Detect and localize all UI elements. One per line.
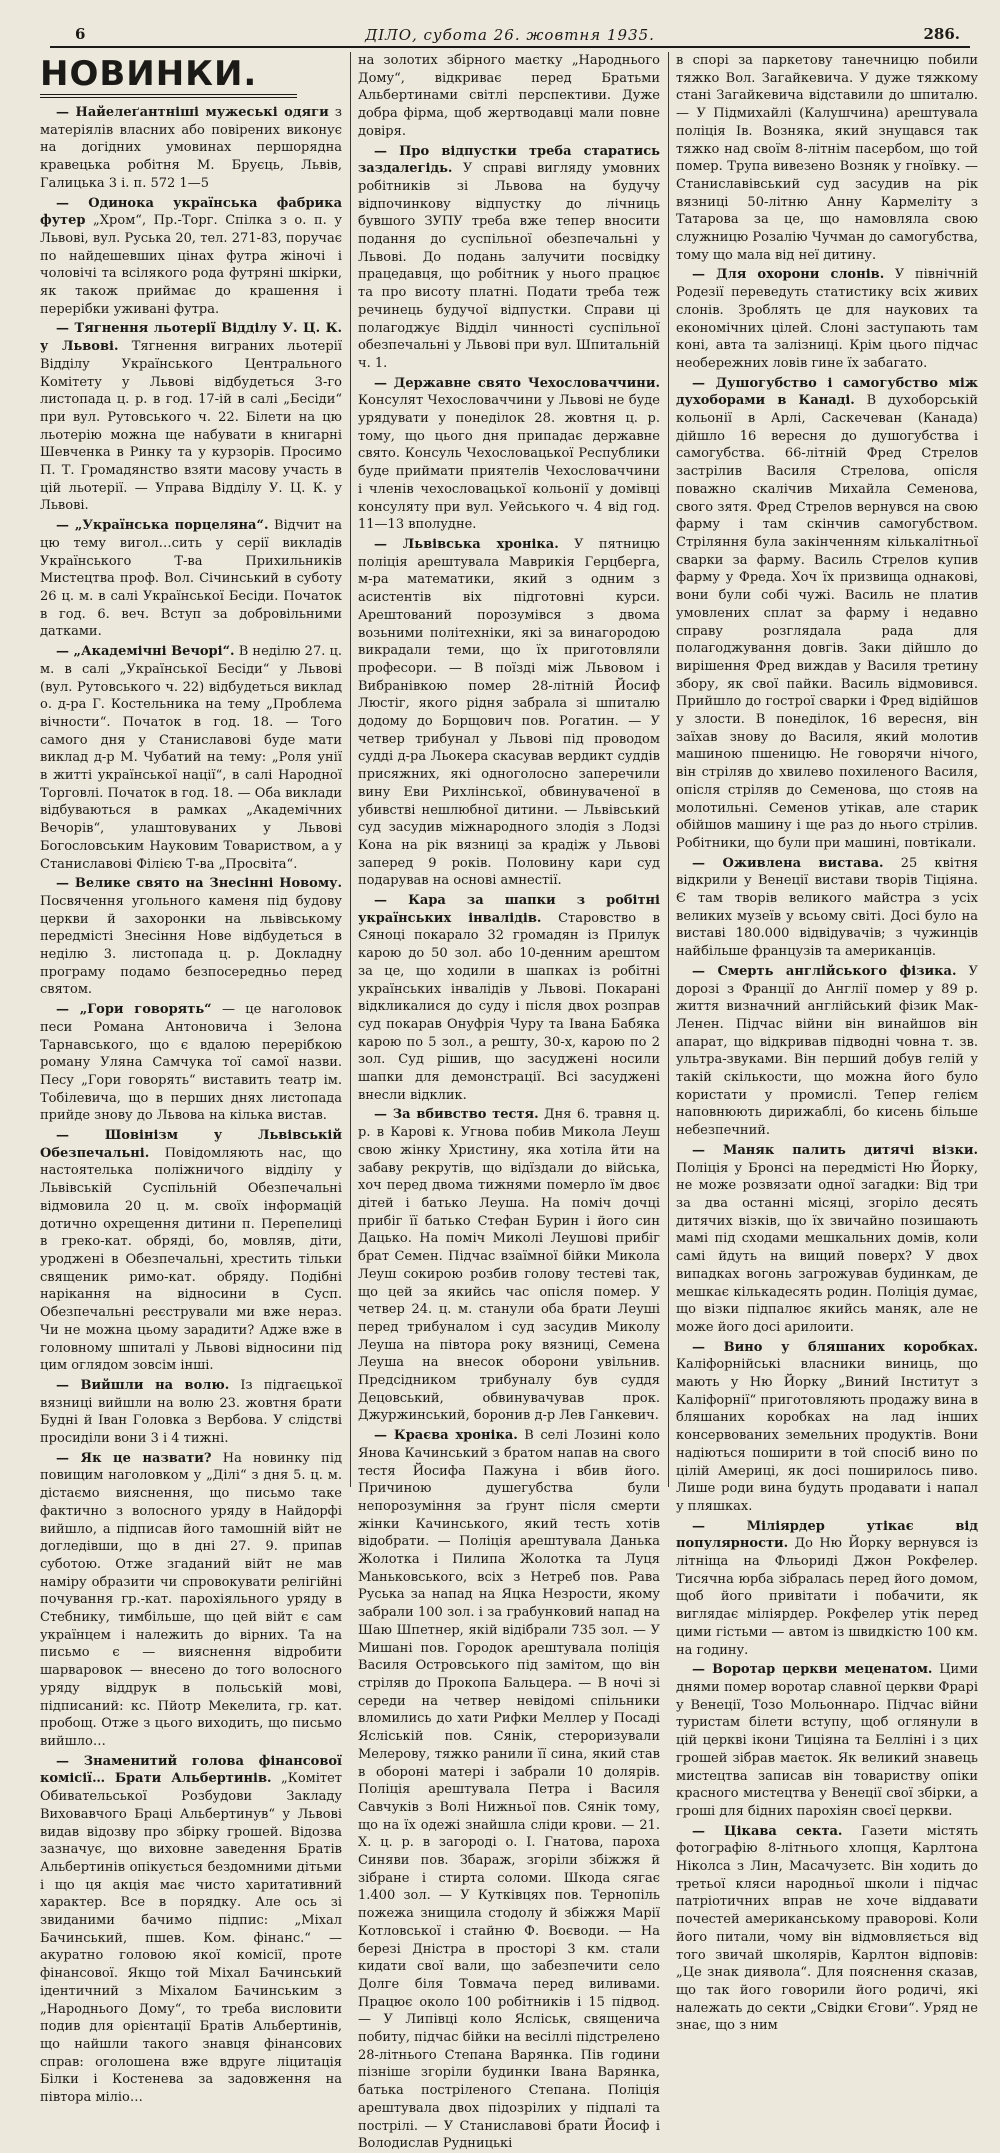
news-headline: — Оживлена вистава. xyxy=(692,855,884,871)
news-text: В селі Лозині коло Янова Качинський з братом напав на свого тестя Йосифа Пажуна і вбив його. Причиною душегубства були непорозуміння за ґрунт після смерти жінки Качинського, який тесть хотів відобрати. — Поліція арештувала Данька Жолотка і Пилипа Жолотка та Луця Маньковського, всіх з Нетреб пов. Рава Руська за напад на Яцка Незрости, якому забрали 100 зол. і за грабунковий напад на Шаю Шпетнер, якій відібрали 735 зол. — У Мишані пов. Городок арештувала поліція Василя Островського під замітом, що він стріляв до Прокопа Бальцера. — В ночі зі середи на четвер невідомі спільники вломились до хати Рифки Меллер у Посаді Ясліській пов. Сянік, стероризували Мелерову, тяжко ранили її сина, який став в обороні матері і забрали 10 долярів. Поліція арештувала Петра і Василя Савчуків з Волі Нижньої пов. Сянік тому, що на їх одежі знайшла сліди крови. — 21. X. ц. р. в загороді о. І. Гнатова, пароха Синяви пов. Збараж, згоріли збіжжя й зібране і стирта соломи. Шкода сягає 1.400 зол. — У Кутківцях пов. Тернопіль пожежа знищила стодолу й збіжжя Марії Котловської і стайню Ф. Воєводи. — На березі Дністра в просторі 3 км. стали кидати свої вали, що забезпечити село Долге біля Товмача перед виливами. Працює около 100 робітників і 15 підвод. — У Липівці коло Ясліськ, священича побиту, підчас бійки на весіллі підстрелено 28-літнього Степана Варянка. Пів години пізніше згоріли будинки Івана Варянка, батька постріленого Степана. Поліція арештувала двох підозрілих у підпалі та пострілі. — У Станиславові брати Йосиф і Володислав Рудницькі xyxy=(358,1428,660,2152)
news-text: Цими днями помер воротар славної церкви Фрарі у Венеції, Тозо Мольоннаро. Підчас війни туристам білети вступу, щоб оглянули в цій церкві ікони Тиціяна та Белліні і з цих грошей зібрав маєток. Як великий знавець мистецтва записав він товариству опіки красного мистецтва у Венеції свої збірки, а гроші для бідних парохіян своєї церкви. xyxy=(676,1662,978,1819)
news-item xyxy=(40,1001,342,1125)
news-headline: — Найелеґантніші мужеські одяги xyxy=(56,105,329,120)
news-item xyxy=(40,1377,342,1448)
news-text: — це наголовок песи Романа Антоновича і Зелона Тарнавського, що є вдалою перерібкою роману Уляна Самчука тої самої назви. Песу „Гори говорять“ виставить театр ім. Тобілевича, що в перших днях листопада прийде знову до Львова на кілька вистав. xyxy=(40,1002,342,1124)
news-text: Повідомляють нас, що настоятелька поліжничого відділу у Львівській Суспільній Обезпечальні відмовила 20 ц. м. своїх інформацій дотично охрещення дитини п. Перепелиці в греко-кат. обряді, бо, мовляв, діти, уроджені в Обезпечальні, хрестить тільки священик римо-кат. обряду. Подібні нарікання на відносини в Сусп. Обезпечальні реєстрували ми вже нераз. Чи не можна цьому зарадити? Адже вже в головному шпиталі у Львові відносини під цим оглядом зовсім інші. xyxy=(40,1145,342,1374)
news-item xyxy=(676,1142,978,1337)
page-number-left: 6 xyxy=(75,25,86,43)
news-headline: — За вбивство тестя. xyxy=(374,1107,539,1123)
news-item xyxy=(40,643,342,873)
news-item xyxy=(358,1106,660,1425)
column-2-body xyxy=(358,52,660,2153)
news-text: Дня 6. травня ц. р. в Карові к. Угнова побив Микола Леуш свою жінку Христину, яка хотіла йти на забаву рекрутів, що відїздали до війська, хоч перед двома тижнями померло їм двоє дітей і батько Леуша. На поміч дочці прибіг її батько Стефан Бурин і його син Дацько. На поміч Миколі Леушові прибіг брат Семен. Підчас взаїмної бійки Микола Леуш сокирою розбив голову тестеві так, що цей за якийсь час опісля помер. У четвер 24. ц. м. станули оба брати Леуші перед трибуналом і суд засудив Миколу Леуша на півтора року вязниці, Семена Леуша на внесок оборони увільнив. Предсідником трибуналу був суддя Децовський, обвинувачував прок. Джуржинський, боронив д-р Лев Ганкевич. xyxy=(358,1107,660,1424)
news-headline: — Велике свято на Знесінні Новому. xyxy=(56,876,342,892)
column-1 xyxy=(40,52,342,2106)
news-text: Із підгаєцької вязниці вийшли на волю 23. жовтня брати Будні й Іван Головка з Вербова. У слідстві просиділи вони 3 і 4 тижні. xyxy=(40,1377,342,1447)
news-headline: — Державне свято Чехословаччини. xyxy=(374,375,660,391)
news-item xyxy=(676,1339,978,1516)
news-headline: — „Гори говорять“ xyxy=(56,1002,212,1018)
news-text: Каліфорнійські власники виниць, що мають у Ню Йорку „Виний Інститут з Каліфорнії“ приготовляють продажу вина в бляшаних коробках на лад інших консервованих земельних продуктів. Вони надіються поширити в той спосіб вино по цілій Америці, як досі поширилось пиво. Лише роди вина будуть продавати і напал у пляшках. xyxy=(676,1357,978,1514)
news-text: Консулят Чехословаччини у Львові не буде урядувати у понеділок 28. жовтня ц. р. тому, що цього дня припадає державне свято. Консуль Чехословацької Республики буде приймати приятелів Чехословаччини і членів чехословацької кольонії у домівці консуляту при вул. Уейського ч. 4 від год. 11—13 вполудне. xyxy=(358,393,660,533)
news-headline: — Для охорони слонів. xyxy=(692,267,885,283)
column-2 xyxy=(358,52,661,2152)
news-item xyxy=(358,536,660,890)
news-headline: — Вино у бляшаних коробках. xyxy=(692,1339,978,1355)
news-item xyxy=(40,1450,342,1751)
news-headline: — Цікава секта. xyxy=(692,1823,843,1839)
page-header xyxy=(50,24,970,48)
news-headline: — Львівська хроніка. xyxy=(374,536,559,552)
news-text: Газети містять фотографію 8-літнього хлопця, Карлтона Ніколса з Лин, Масачузетс. Він ходить до третьої кляси народньої школи і підчас патріотичних вправ не хоче віддавати почестей американському праворові. Коли його питали, чому він відмовляється від того звичай школярів, Карлтон відповів: „Це знак диявола“. Для пояснення сказав, що так його говорили його родичі, які належать до секти „Свідки Єгови“. Уряд не знає, що з ним xyxy=(676,1823,978,2034)
news-item xyxy=(676,266,978,372)
news-text: 25 квітня відкрили у Венеції вистави творів Тіціяна. Є там творів великого майстра з усіх великих музеїв у всьому світі. Досі було на виставі 180.000 відвідувачів; з чужинців найбільше французів та американців. xyxy=(676,855,979,960)
news-item xyxy=(676,1518,978,1660)
news-item xyxy=(676,1661,978,1820)
news-headline: — Маняк палить дитячі візки. xyxy=(692,1142,978,1158)
news-item xyxy=(358,892,660,1104)
section-title: НОВИНКИ. xyxy=(40,54,297,98)
news-headline: — „Українська порцеляна“. xyxy=(56,518,269,534)
news-text: У дорозі з Франції до Англії помер у 89 р. життя визначний англійський фізик Мак-Ленен. Підчас війни він винайшов він апарат, що відкривав підводні човна т. зв. ультра-звуками. Він перший добув гелій у такій скількости, що можна його було користати у промислі. Тепер гелієм наповнюють дирижаблі, бо кисень більше небезпечний. xyxy=(676,963,979,1139)
news-text: в спорі за паркетову танечницю побили тяжко Вол. Загайкевича. У дуже тяжкому стані Загайкевича відставили до шпиталю. — У Підмихайлі (Калушчина) арештувала поліція Ів. Возняка, який знущався так тяжко над своїм 8-літнім пасербом, що той помер. Трупа вивезено Возняк у гноївку. — Станиславівський суд засудив на рік вязниці 50-літню Анну Кармеліту з Татарова за це, що намовляла свою служницю Розалію Чучман до самогубства, тому що мала від неї дитину. xyxy=(676,53,978,263)
news-text: У північній Родезії переведуть статистику всіх живих слонів. Зроблять це для наукових та економічних цілей. Слоні заступають там коні, авта та залізниці. Крім цього підчас необережних ловів гине їх забагато. xyxy=(676,267,978,371)
news-item xyxy=(676,52,978,264)
news-text: на золотих збірного маєтку „Народнього Дому“, відкриває перед Братьми Альбертинами світлі перспективи. Дуже добра фірма, щоб жертводавці мали повне довіря. xyxy=(358,53,660,139)
news-item xyxy=(676,1823,978,2035)
news-item xyxy=(358,52,660,141)
news-headline: — „Академічні Вечорі“. xyxy=(56,644,235,660)
news-text: Відчит на цю тему вигол…сить у серії викладів Українського Т-ва Прихильників Мистецтва проф. Вол. Січинський в суботу 26 ц. м. в салі Української Бесіди. Початок в год. 6. веч. Вступ за добровільними датками. xyxy=(40,518,342,640)
news-headline: — Знаменитий голова фінансової комісії… Брати Альбертинів. xyxy=(40,1753,342,1787)
news-text: Посвячення угольного каменя під будову церкви й захоронки на львівському передмісті Знесіння Нове відбудеться в неділю 3. листопада ц. р. Докладну програму подамо безпосередньо перед святом. xyxy=(40,893,342,998)
news-item xyxy=(40,875,342,999)
news-text: Тягнення виграних льотерії Відділу Українського Центрального Комітету у Львові відбудеться 3-го листопада ц. р. в год. 17-ій в салі „Бесіди“ при вул. Рутовського ч. 22. Білети на цю льотерію можна ще набувати в книгарні Шевченка в Ринку та у курзорів. Просимо П. Т. Громадянство взяти масову участь в цій льотерії. — Управа Відділу У. Ц. К. у Львові. xyxy=(40,339,342,514)
news-text: У пятницю поліція арештувала Маврикія Герцберга, м-ра математики, який з одним з асистентів віх підготовні курси. Арештований порозумівся з двома возьними політехніки, які за винагородою викрадали теми, що їх приготовляли професори. — В поїзді між Львовом і Вибранівкою помер 28-літній Йосиф Люстіг, якого рідня забрала зі шпиталю додому до Борщович пов. Рогатин. — У четвер трибунал у Львові під проводом судді д-ра Льокера скасував вердикт суддів присяжних, які одноголосно заперечили вину Еви Рихлінської, обвинуваченої в убивстві нешлюбної дитини. — Львівський суд засудив міжнародного злодія з Лодзі Кона на рік вязниці за крадіж у Львові заперед 9 років. Половину кари суд подарував на основі амнестії. xyxy=(358,536,660,889)
news-item xyxy=(358,143,660,373)
news-headline: — Воротар церкви меценатом. xyxy=(692,1662,933,1678)
news-item xyxy=(676,963,978,1140)
news-headline: — Вийшли на волю. xyxy=(56,1377,230,1393)
news-item xyxy=(40,1753,342,2107)
news-headline: — Шовінізм у Львівській Обезпечальні. xyxy=(40,1128,342,1161)
column-1-body xyxy=(40,104,342,2107)
news-headline: — Смерть англійського фізика. xyxy=(692,963,957,979)
news-item xyxy=(358,375,660,534)
column-divider xyxy=(668,52,669,1487)
column-divider xyxy=(350,52,351,1487)
page-number-right: 286. xyxy=(923,25,960,43)
news-item xyxy=(40,1127,342,1375)
news-text: У справі вигляду умовних робітників зі Львова на будучу відпочинкову відпустку до лічниць бувшого ЗУПУ треба вже тепер вносити подання до суспільної обезпечальні у Львові. До подань залучити посвідку працедавця, що робітник у нього працює та про висоту платні. Подати треба теж речинець будучої відпустки. Справи ці полагоджує Відділ чинності суспільної обезпечальні у Львові при вул. Шпитальній ч. 1. xyxy=(358,161,660,371)
masthead-line: ДІЛО, субота 26. жовтня 1935. xyxy=(365,26,655,44)
news-headline: — Одинока українська фабрика футер xyxy=(40,195,342,229)
news-text: „Хром“, Пр.-Торг. Спілка з о. п. у Львові, вул. Руська 20, тел. 271-83, поручає по найдешевших цінах футра жіночі і чоловічі та всілякого рода футряні шкірки, як також приймає до крашення і перерібки уживані футра. xyxy=(40,213,342,317)
news-item xyxy=(676,375,978,853)
news-text: В неділю 27. ц. м. в салі „Української Бесіди“ у Львові (вул. Рутовського ч. 22) відбудеться виклад о. д-ра Г. Костельника на тему „Проблема вічности“. Початок в год. 18. — Того самого дня у Станиславові буде мати виклад д-р М. Чубатий на тему: „Роля унії в житті української нації“, в салі Народної Торговлі. Початок в год. 18. — Оба виклади відбуваються в рамках „Академічних Вечорів“, улаштовуваних у Львові Богословським Науковим Товариством, а у Станиславові Філією Т-ва „Просвіта“. xyxy=(40,644,342,872)
news-item xyxy=(40,104,342,193)
news-headline: — Тягнення льотерії Відділу У. Ц. К. у Львові. xyxy=(40,321,342,355)
news-headline: — Краєва хроніка. xyxy=(374,1428,518,1444)
news-item xyxy=(676,855,978,961)
news-text: Поліція у Бронсі на передмісті Ню Йорку, не може розвязати одної загадки: Від три за два останні місяці, згоріло десять дитячих візків, що їх звичайно позишають мамі під сходами мешкальних домів, коли самі йдуть на вищий поверх? У двох випадках вогонь загрожував будинкам, де мешкає кількадесять родин. Поліція думає, що візки підпалює якийсь маняк, але не може його досі арилоити. xyxy=(676,1160,978,1335)
news-headline: — Про відпустки треба старатись заздалегідь. xyxy=(358,143,660,177)
news-item xyxy=(40,517,342,641)
column-3-body xyxy=(676,52,978,2035)
news-item xyxy=(40,320,342,515)
news-item xyxy=(40,195,342,319)
news-text: з матеріялів власних або повірених виконує на догідних умовинах першорядна кравецька робітня М. Бруєць, Львів, Галицька 3 і. п. 572 1—5 xyxy=(40,105,342,191)
news-text: В духоборській кольонії в Арлі, Саскечеван (Канада) дійшло 16 вересня до душогубства і самогубства. 66-літній Фред Стрелов застрілив Василя Стрелова, опісля поважно скалічив Михайла Семенова, свого зятя. Фред Стрелов вернувся на свою фарму і там скінчив самогубством. Стріляння була закінченням кількалітньої сварки за фарму. Василь Стрелов купив фарму у Фреда. Хоч їх призвища однакові, вони були собі чужі. Василь не платив умовлених сплат за фарму і недавно справу розглядала рада для полагоджування довгів. Заки дійшло до вирішення Фред виждав у Василя третину збору, як свої пайки. Василь відмовився. Прийшло до гострої сварки і Фред відійшов у злости. В понеділок, 16 вересня, він заїхав знову до Василя, який молотив машиною пшеницю. Не говорячи нічого, він стріляв до хвилево похиленого Василя, опісля стріляв до Семенова, що стояв на молотильні. Семенов утікав, але старик обійшов машину і ще раз до нього стрілив. Робітники, що були при машині, повтікали. xyxy=(676,393,978,851)
news-item xyxy=(358,1427,660,2153)
news-text: Старовство в Сяноці покарало 32 громадян із Прилук карою до 50 зол. або 10-денним арештом за це, що ходили в шапках із робітні українських інвалідів у Львові. Покарані відкликалися до суду і після двох розправ суд покарав Онуфрія Чуру та Івана Бабяка карою по 5 зол., а решту, 30-х, карою по 2 зол. Суд рішив, що засуджені носили шапки для демонстрації. Всі засуджені внесли відклик. xyxy=(358,910,661,1103)
news-headline: — Кара за шапки з робітні українських інвалідів. xyxy=(358,893,660,926)
news-text: „Комітет Обивательської Розбудови Закладу Виховавчого Браці Альбертинув“ у Львові видав відозву про збірку грошей. Відозва зазначує, що виховне заведення Братів Альбертинів опікується бездомними дітьми і що ця акція має чисто харитативний характер. Все в порядку. Але ось зі звиданими бачимо підпис: „Міхал Бачинський, пшев. Ком. фінанс.“ — акуратно головою якої комісії, проте фінансової. Якщо той Міхал Бачинський ідентичний з Міхалом Бачинським з „Народнього Дому“, то треба висловити подив для орієнтації Братів Альбертинів, що найшли такого знавця фінансових справ: оголошена вже вдруге ліцитація Білки і Костенева за задовження на півтора міліо… xyxy=(40,1771,342,2106)
column-3 xyxy=(676,52,979,2034)
news-text: На новинку під повищим наголовком у „Ділі“ з дня 5. ц. м. дістаємо вияснення, що письмо таке фактично з волосного уряду в Найдорфі вийшло, а підписав його тамошній війт не догледівши, що в дні 27. 9. припав суботою. Отже згаданий війт не мав наміру образити чи спровокувати релігійні почування гр.-кат. парохіяльного уряду в Стебнику, тимбільше, що цей війт є сам українцем і належить до вірних. Та на письмо є — вияснення відробити шарваровок — внесено до того волосного уряду віддрук в польській мові, підписаний: кс. Пйотр Мекелита, гр. кат. пробощ. Отже з цього виходить, що письмо вийшло… xyxy=(40,1450,342,1749)
news-headline: — Душогубство і самогубство між духоборами в Канаді. xyxy=(676,375,978,409)
news-headline: — Як це назвати? xyxy=(56,1450,212,1466)
news-headline: — Міліярдер утікає від популярности. xyxy=(676,1518,978,1552)
news-text: До Ню Йорку вернувся із літніща на Фльориді Джон Рокфелер. Тисячна юрба зібралась перед його домом, щоб його привітати і побачити, як виглядає міліярдер. Рокфелер утік перед цими гістьми — автом із швидкістю 100 км. на годину. xyxy=(676,1536,978,1658)
